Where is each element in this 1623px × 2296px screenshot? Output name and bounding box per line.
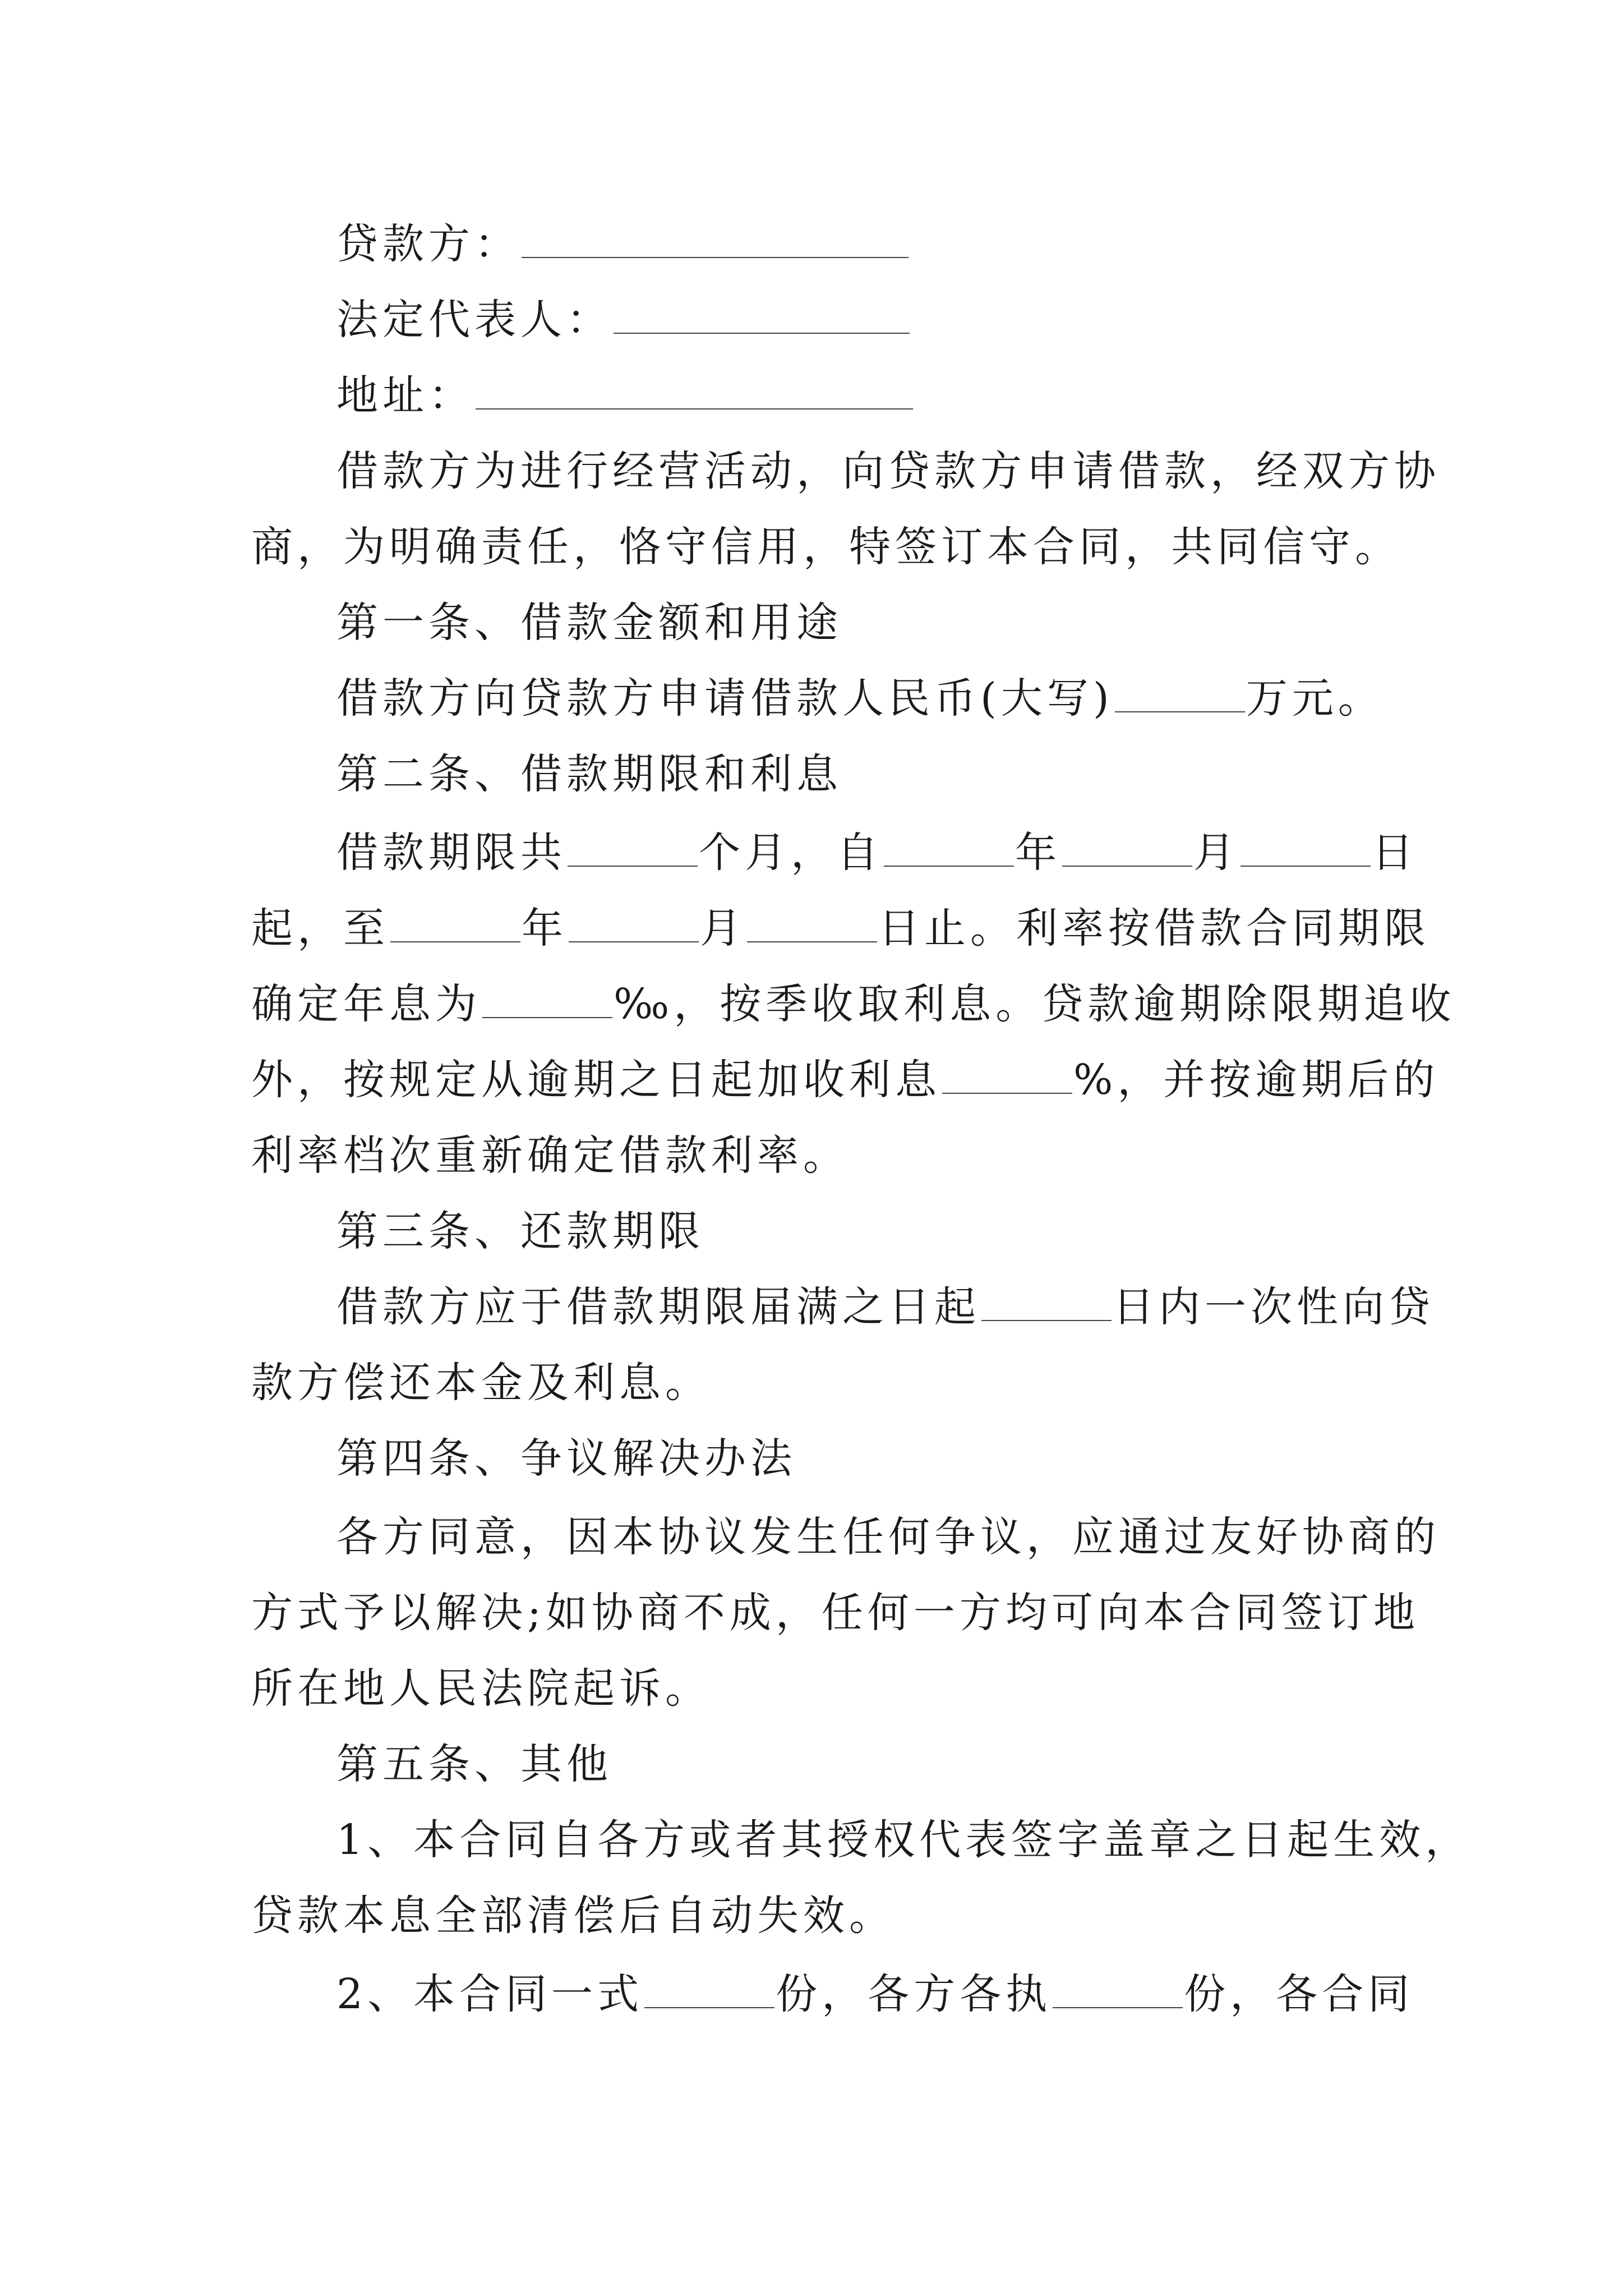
start-month-blank[interactable] <box>1062 834 1192 867</box>
annual-rate-blank[interactable] <box>482 986 612 1018</box>
article-4-line: 方式予以解决;如协商不成，任何一方均可向本合同签订地 <box>251 1589 1419 1637</box>
text-segment: 月 <box>700 904 746 953</box>
text-segment: 日 <box>1372 829 1418 877</box>
article-2-line <box>251 900 1430 956</box>
legal-rep-field <box>336 292 911 348</box>
end-day-blank[interactable] <box>747 910 877 942</box>
article-4-line: 所在地人民法院起诉。 <box>251 1664 711 1713</box>
article-2-line <box>251 976 1455 1032</box>
article-5-item <box>336 1966 1414 2022</box>
address-field <box>336 367 914 424</box>
lender-field <box>336 216 910 272</box>
text-segment: 个月，自 <box>699 829 883 877</box>
text-segment: %，并按逾期后的 <box>1073 1056 1440 1104</box>
text-segment: 份，各方各执 <box>776 1970 1052 2018</box>
months-blank[interactable] <box>568 834 698 867</box>
article-1-text <box>336 670 1384 726</box>
legal-rep-label: 法定代表人： <box>336 296 612 344</box>
copies-each-blank[interactable] <box>1053 1976 1183 2008</box>
copies-total-blank[interactable] <box>644 1976 774 2008</box>
article-3-line <box>336 1279 1435 1335</box>
article-1-text-after: 万元。 <box>1246 674 1384 723</box>
text-segment: 日止。利率按借款合同期限 <box>878 904 1430 953</box>
text-segment: 日内一次性向贷 <box>1113 1283 1435 1331</box>
article-1-text-before: 借款方向贷款方申请借款人民币(大写) <box>336 674 1114 723</box>
text-segment: 月 <box>1193 829 1239 877</box>
text-segment: ‰，按季收取利息。贷款逾期除限期追收 <box>614 980 1456 1028</box>
intro-line: 借款方为进行经营活动，向贷款方申请借款，经双方协 <box>336 447 1440 495</box>
article-2-line <box>251 1052 1439 1108</box>
article-4-line: 各方同意，因本协议发生任何争议，应通过友好协商的 <box>336 1513 1440 1561</box>
text-segment: 起，至 <box>251 904 389 953</box>
text-segment: 确定年息为 <box>251 980 481 1028</box>
article-2-line: 利率档次重新确定借款利率。 <box>251 1131 849 1180</box>
article-2-line <box>336 825 1418 881</box>
text-segment: 2、本合同一式 <box>336 1970 644 2018</box>
intro-line: 商，为明确责任，恪守信用，特签订本合同，共同信守。 <box>251 523 1401 571</box>
article-5-title: 第五条、其他 <box>336 1740 612 1788</box>
text-segment: 借款方应于借款期限届满之日起 <box>336 1283 980 1331</box>
amount-blank[interactable] <box>1115 680 1245 712</box>
overdue-rate-blank[interactable] <box>942 1061 1072 1094</box>
article-2-title: 第二条、借款期限和利息 <box>336 750 842 798</box>
legal-rep-blank[interactable] <box>614 301 910 334</box>
article-5-item: 1、本合同自各方或者其授权代表签字盖章之日起生效， <box>336 1816 1472 1864</box>
end-month-blank[interactable] <box>569 910 699 942</box>
article-3-title: 第三条、还款期限 <box>336 1207 704 1255</box>
lender-label: 贷款方： <box>336 220 520 268</box>
text-segment: 份，各合同 <box>1184 1970 1414 2018</box>
article-4-title: 第四条、争议解决办法 <box>336 1434 796 1483</box>
text-segment: 年 <box>522 904 568 953</box>
address-label: 地址： <box>336 371 474 420</box>
lender-blank[interactable] <box>522 226 909 258</box>
article-1-title: 第一条、借款金额和用途 <box>336 599 842 647</box>
text-segment: 外，按规定从逾期之日起加收利息 <box>251 1056 941 1104</box>
text-segment: 借款期限共 <box>336 829 566 877</box>
article-3-line: 款方偿还本金及利息。 <box>251 1359 711 1407</box>
text-segment: 年 <box>1015 829 1061 877</box>
start-year-blank[interactable] <box>884 834 1014 867</box>
repay-days-blank[interactable] <box>981 1289 1112 1321</box>
end-year-blank[interactable] <box>390 910 520 942</box>
article-5-item: 贷款本息全部清偿后自动失效。 <box>251 1892 895 1940</box>
start-day-blank[interactable] <box>1241 834 1371 867</box>
address-blank[interactable] <box>476 377 913 409</box>
